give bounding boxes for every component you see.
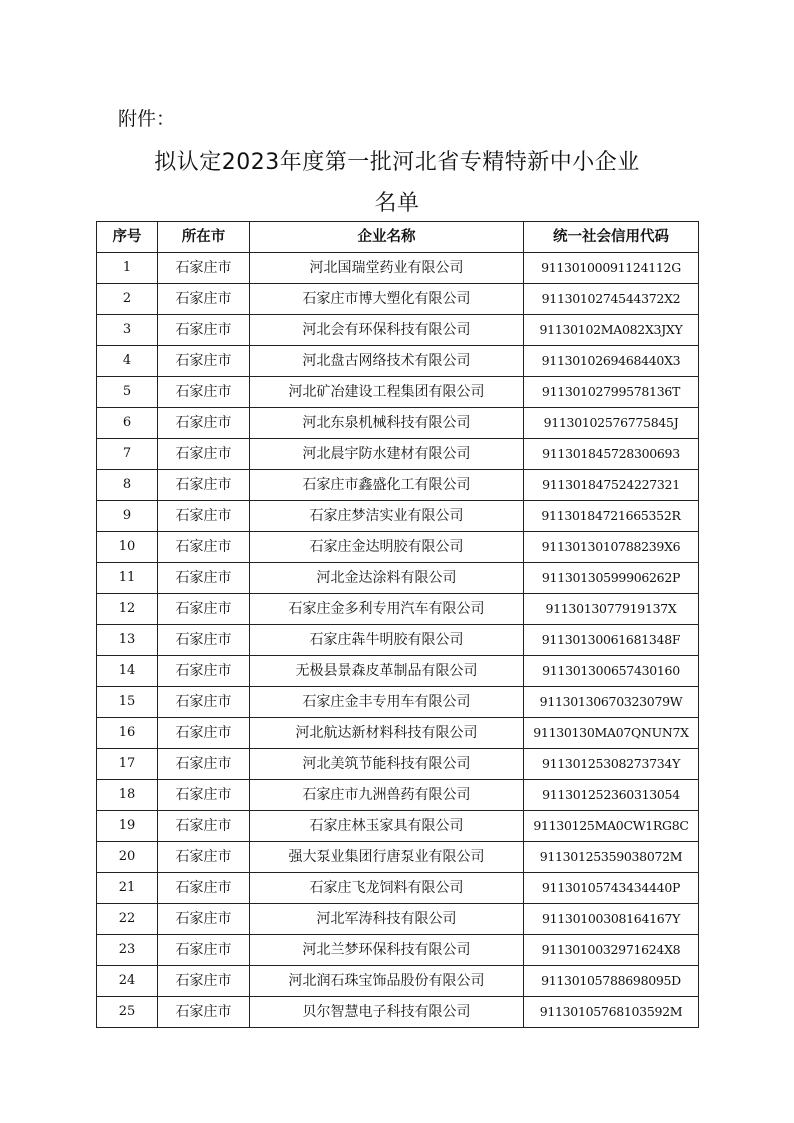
table-body xyxy=(97,253,699,1028)
cell-company-name: 河北航达新材料科技有限公司 xyxy=(250,718,524,749)
cell-credit-code: 9113010032971624X8 xyxy=(524,935,699,966)
cell-credit-code: 91130130061681348F xyxy=(524,625,699,656)
cell-credit-code: 9113013010788239X6 xyxy=(524,532,699,563)
cell-serial-number: 12 xyxy=(97,594,158,625)
table-row xyxy=(97,873,699,904)
cell-city: 石家庄市 xyxy=(158,594,250,625)
cell-serial-number: 2 xyxy=(97,284,158,315)
table-row xyxy=(97,532,699,563)
cell-serial-number: 6 xyxy=(97,408,158,439)
cell-company-name: 河北美筑节能科技有限公司 xyxy=(250,749,524,780)
cell-credit-code: 91130105743434440P xyxy=(524,873,699,904)
cell-credit-code: 911301847524227321 xyxy=(524,470,699,501)
cell-company-name: 河北盘古网络技术有限公司 xyxy=(250,346,524,377)
cell-credit-code: 91130102MA082X3JXY xyxy=(524,315,699,346)
cell-company-name: 石家庄市鑫盛化工有限公司 xyxy=(250,470,524,501)
cell-company-name: 石家庄市博大塑化有限公司 xyxy=(250,284,524,315)
cell-serial-number: 10 xyxy=(97,532,158,563)
cell-company-name: 河北国瑞堂药业有限公司 xyxy=(250,253,524,284)
cell-city: 石家庄市 xyxy=(158,439,250,470)
cell-credit-code: 91130125308273734Y xyxy=(524,749,699,780)
cell-credit-code: 9113013077919137X xyxy=(524,594,699,625)
cell-company-name: 河北兰梦环保科技有限公司 xyxy=(250,935,524,966)
table-row xyxy=(97,594,699,625)
cell-company-name: 河北东泉机械科技有限公司 xyxy=(250,408,524,439)
cell-serial-number: 16 xyxy=(97,718,158,749)
table-row xyxy=(97,966,699,997)
cell-company-name: 河北会有环保科技有限公司 xyxy=(250,315,524,346)
table-row xyxy=(97,780,699,811)
cell-serial-number: 18 xyxy=(97,780,158,811)
cell-credit-code: 91130102799578136T xyxy=(524,377,699,408)
cell-credit-code: 91130184721665352R xyxy=(524,501,699,532)
cell-credit-code: 91130130599906262P xyxy=(524,563,699,594)
cell-city: 石家庄市 xyxy=(158,625,250,656)
table-row xyxy=(97,687,699,718)
table-row xyxy=(97,315,699,346)
cell-serial-number: 17 xyxy=(97,749,158,780)
cell-city: 石家庄市 xyxy=(158,470,250,501)
table-row xyxy=(97,501,699,532)
table-row xyxy=(97,563,699,594)
table-row xyxy=(97,718,699,749)
table-row xyxy=(97,904,699,935)
cell-company-name: 石家庄金达明胶有限公司 xyxy=(250,532,524,563)
header-company-name: 企业名称 xyxy=(250,222,524,253)
cell-serial-number: 11 xyxy=(97,563,158,594)
cell-city: 石家庄市 xyxy=(158,780,250,811)
cell-company-name: 贝尔智慧电子科技有限公司 xyxy=(250,997,524,1028)
cell-company-name: 石家庄犇牛明胶有限公司 xyxy=(250,625,524,656)
table-row xyxy=(97,656,699,687)
cell-credit-code: 91130130MA07QNUN7X xyxy=(524,718,699,749)
enterprise-list-table xyxy=(96,221,699,1028)
cell-serial-number: 8 xyxy=(97,470,158,501)
cell-company-name: 河北润石珠宝饰品股份有限公司 xyxy=(250,966,524,997)
cell-company-name: 河北晨宇防水建材有限公司 xyxy=(250,439,524,470)
cell-credit-code: 91130100308164167Y xyxy=(524,904,699,935)
cell-serial-number: 4 xyxy=(97,346,158,377)
cell-city: 石家庄市 xyxy=(158,904,250,935)
cell-city: 石家庄市 xyxy=(158,718,250,749)
cell-city: 石家庄市 xyxy=(158,873,250,904)
table-row xyxy=(97,408,699,439)
table-row xyxy=(97,749,699,780)
cell-city: 石家庄市 xyxy=(158,656,250,687)
table-header-row xyxy=(97,222,699,253)
cell-city: 石家庄市 xyxy=(158,315,250,346)
cell-company-name: 河北金达涂料有限公司 xyxy=(250,563,524,594)
cell-city: 石家庄市 xyxy=(158,935,250,966)
cell-serial-number: 9 xyxy=(97,501,158,532)
cell-credit-code: 91130130670323079W xyxy=(524,687,699,718)
cell-serial-number: 13 xyxy=(97,625,158,656)
cell-serial-number: 1 xyxy=(97,253,158,284)
cell-city: 石家庄市 xyxy=(158,966,250,997)
cell-company-name: 强大泵业集团行唐泵业有限公司 xyxy=(250,842,524,873)
table-row xyxy=(97,346,699,377)
cell-credit-code: 91130125359038072M xyxy=(524,842,699,873)
table-row xyxy=(97,997,699,1028)
cell-company-name: 石家庄梦洁实业有限公司 xyxy=(250,501,524,532)
cell-city: 石家庄市 xyxy=(158,997,250,1028)
cell-city: 石家庄市 xyxy=(158,253,250,284)
table-row xyxy=(97,935,699,966)
table-row xyxy=(97,253,699,284)
document-title-line1: 拟认定2023年度第一批河北省专精特新中小企业 xyxy=(154,150,640,175)
cell-city: 石家庄市 xyxy=(158,811,250,842)
cell-city: 石家庄市 xyxy=(158,749,250,780)
document-title-line2: 名单 xyxy=(374,191,420,216)
table-row xyxy=(97,470,699,501)
table-row xyxy=(97,284,699,315)
cell-company-name: 石家庄飞龙饲料有限公司 xyxy=(250,873,524,904)
table-row xyxy=(97,811,699,842)
cell-city: 石家庄市 xyxy=(158,346,250,377)
header-serial-number: 序号 xyxy=(97,222,158,253)
cell-credit-code: 91130102576775845J xyxy=(524,408,699,439)
header-credit-code: 统一社会信用代码 xyxy=(524,222,699,253)
table-row xyxy=(97,625,699,656)
cell-credit-code: 911301252360313054 xyxy=(524,780,699,811)
cell-serial-number: 19 xyxy=(97,811,158,842)
cell-serial-number: 3 xyxy=(97,315,158,346)
cell-company-name: 石家庄金多利专用汽车有限公司 xyxy=(250,594,524,625)
cell-serial-number: 23 xyxy=(97,935,158,966)
cell-serial-number: 7 xyxy=(97,439,158,470)
cell-city: 石家庄市 xyxy=(158,284,250,315)
table-row xyxy=(97,439,699,470)
header-city: 所在市 xyxy=(158,222,250,253)
cell-serial-number: 21 xyxy=(97,873,158,904)
cell-credit-code: 9113010274544372X2 xyxy=(524,284,699,315)
cell-city: 石家庄市 xyxy=(158,532,250,563)
cell-credit-code: 911301845728300693 xyxy=(524,439,699,470)
cell-credit-code: 91130100091124112G xyxy=(524,253,699,284)
cell-company-name: 石家庄金丰专用车有限公司 xyxy=(250,687,524,718)
cell-company-name: 无极县景森皮革制品有限公司 xyxy=(250,656,524,687)
cell-credit-code: 911301300657430160 xyxy=(524,656,699,687)
cell-serial-number: 22 xyxy=(97,904,158,935)
cell-city: 石家庄市 xyxy=(158,687,250,718)
cell-company-name: 河北军涛科技有限公司 xyxy=(250,904,524,935)
cell-serial-number: 15 xyxy=(97,687,158,718)
cell-city: 石家庄市 xyxy=(158,563,250,594)
cell-serial-number: 25 xyxy=(97,997,158,1028)
cell-credit-code: 91130105768103592M xyxy=(524,997,699,1028)
cell-serial-number: 20 xyxy=(97,842,158,873)
cell-city: 石家庄市 xyxy=(158,501,250,532)
cell-serial-number: 5 xyxy=(97,377,158,408)
table-row xyxy=(97,377,699,408)
cell-credit-code: 9113010269468440X3 xyxy=(524,346,699,377)
cell-company-name: 石家庄林玉家具有限公司 xyxy=(250,811,524,842)
table-row xyxy=(97,842,699,873)
cell-serial-number: 24 xyxy=(97,966,158,997)
attachment-label: 附件： xyxy=(118,108,176,130)
cell-credit-code: 91130105788698095D xyxy=(524,966,699,997)
cell-serial-number: 14 xyxy=(97,656,158,687)
cell-city: 石家庄市 xyxy=(158,842,250,873)
cell-company-name: 河北矿冶建设工程集团有限公司 xyxy=(250,377,524,408)
cell-city: 石家庄市 xyxy=(158,377,250,408)
cell-company-name: 石家庄市九洲兽药有限公司 xyxy=(250,780,524,811)
cell-city: 石家庄市 xyxy=(158,408,250,439)
cell-credit-code: 91130125MA0CW1RG8C xyxy=(524,811,699,842)
